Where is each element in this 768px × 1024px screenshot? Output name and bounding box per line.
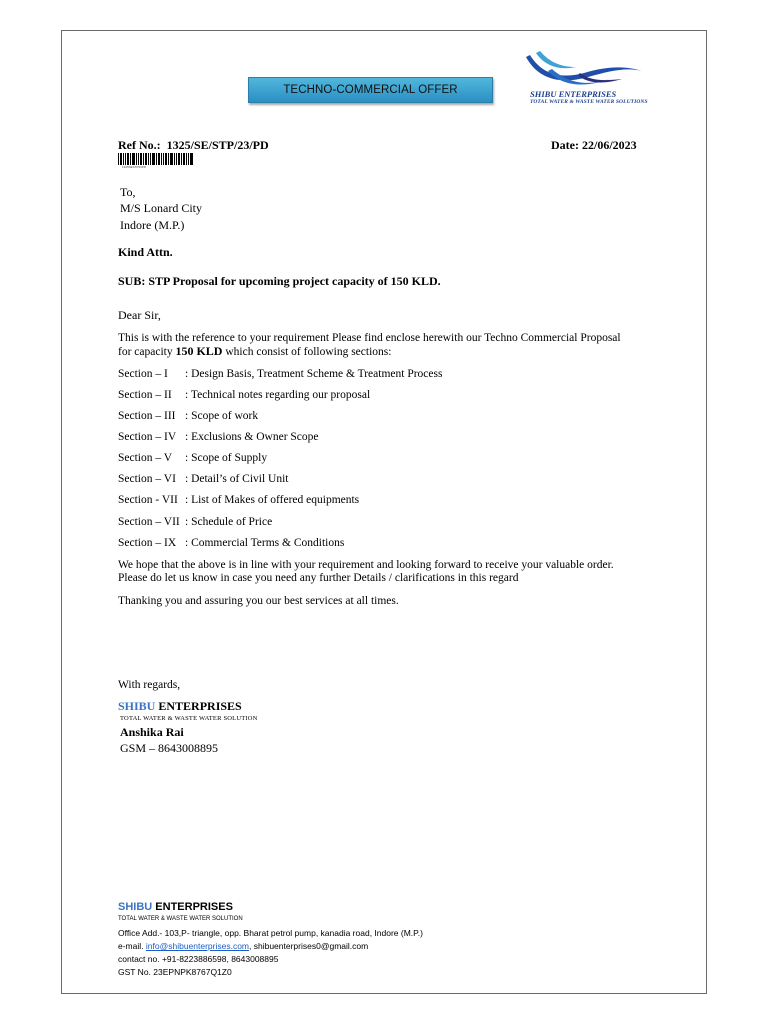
section-label: Section – VII <box>118 516 180 528</box>
offer-banner: TECHNO-COMMERCIAL OFFER <box>248 77 493 103</box>
intro-line-1: This is with the reference to your requirement Please find enclose herewith our Techno Commercial Proposal <box>118 332 621 344</box>
section-label: Section – I <box>118 368 168 380</box>
document-page <box>61 30 707 994</box>
section-item <box>118 388 370 402</box>
intro-post: which consist of following sections: <box>225 346 392 358</box>
logo-company-name: SHIBU ENTERPRISES <box>530 89 617 99</box>
intro-capacity: 150 KLD <box>175 344 223 358</box>
intro-pre: for capacity <box>118 346 173 358</box>
footer-email-label: e-mail. <box>118 941 144 951</box>
footer-company-rest: ENTERPRISES <box>155 901 233 913</box>
signature-company <box>118 699 242 714</box>
signature-company-first: SHIBU <box>118 699 156 713</box>
section-label: Section – VI <box>118 473 176 485</box>
signature-name: Anshika Rai <box>120 725 184 739</box>
section-item <box>118 472 289 486</box>
ref-value: 1325/SE/STP/23/PD <box>166 138 269 152</box>
footer-contact: contact no. +91-8223886598, 8643008895 <box>118 954 279 964</box>
address-company: M/S Lonard City <box>120 201 203 215</box>
section-label: Section – III <box>118 410 176 422</box>
ref-label: Ref No.: <box>118 138 161 152</box>
footer-company-first: SHIBU <box>118 901 153 913</box>
footer-office: Office Add.- 103,P- triangle, opp. Bharat petrol pump, kanadia road, Indore (M.P.) <box>118 928 423 938</box>
closing-line-2: Please do let us know in case you need any further Details / clarifications in this regard <box>118 572 519 584</box>
section-item <box>118 451 267 465</box>
section-desc: : Exclusions & Owner Scope <box>185 431 319 443</box>
address-to: To, <box>120 185 136 199</box>
section-item <box>118 536 344 550</box>
closing-line-1: We hope that the above is in line with your requirement and looking forward to receive your valuable order. <box>118 559 614 571</box>
section-desc: : Technical notes regarding our proposal <box>185 389 371 401</box>
signature-tagline: TOTAL WATER & WASTE WATER SOLUTION <box>120 715 258 722</box>
footer-tagline: TOTAL WATER & WASTE WATER SOLUTION <box>118 916 243 922</box>
date-value: 22/06/2023 <box>581 138 637 152</box>
address-city: Indore (M.P.) <box>120 218 185 232</box>
section-item <box>118 367 442 381</box>
section-desc: : Commercial Terms & Conditions <box>185 537 345 549</box>
footer-email-link[interactable]: info@shibuenterprises.com <box>145 941 250 951</box>
subject-line: SUB: STP Proposal for upcoming project capacity of 150 KLD. <box>118 274 441 288</box>
section-desc: : Design Basis, Treatment Scheme & Treatment Process <box>185 368 443 380</box>
section-label: Section - VII <box>118 494 178 506</box>
section-item <box>118 430 319 444</box>
section-item <box>118 515 272 529</box>
section-item <box>118 409 258 423</box>
footer-company <box>118 901 233 913</box>
barcode-digits: 1325SESTP23PD <box>122 165 147 169</box>
date-label: Date: <box>551 138 579 152</box>
closing-line-3: Thanking you and assuring you our best services at all times. <box>118 595 399 607</box>
section-label: Section – II <box>118 389 172 401</box>
intro-line-2 <box>118 344 391 359</box>
section-desc: : Detail’s of Civil Unit <box>185 473 289 485</box>
section-desc: : List of Makes of offered equipments <box>185 494 360 506</box>
section-desc: : Scope of Supply <box>185 452 268 464</box>
section-desc: : Scope of work <box>185 410 259 422</box>
section-label: Section – IX <box>118 537 177 549</box>
ref-number <box>118 138 269 153</box>
logo-tagline: TOTAL WATER & WASTE WATER SOLUTIONS <box>530 99 648 105</box>
salutation: Dear Sir, <box>118 308 161 322</box>
footer-email <box>118 940 368 953</box>
signature-company-rest: ENTERPRISES <box>158 699 242 713</box>
footer-email-other: , shibuenterprises0@gmail.com <box>249 941 369 951</box>
document-date <box>551 138 637 153</box>
section-item <box>118 493 359 507</box>
section-desc: : Schedule of Price <box>185 516 273 528</box>
section-label: Section – V <box>118 452 173 464</box>
kind-attention: Kind Attn. <box>118 245 173 259</box>
barcode-icon <box>118 153 194 165</box>
regards: With regards, <box>118 679 181 691</box>
footer-gst: GST No. 23EPNPK8767Q1Z0 <box>118 967 232 977</box>
signature-gsm: GSM – 8643008895 <box>120 741 219 755</box>
section-label: Section – IV <box>118 431 177 443</box>
